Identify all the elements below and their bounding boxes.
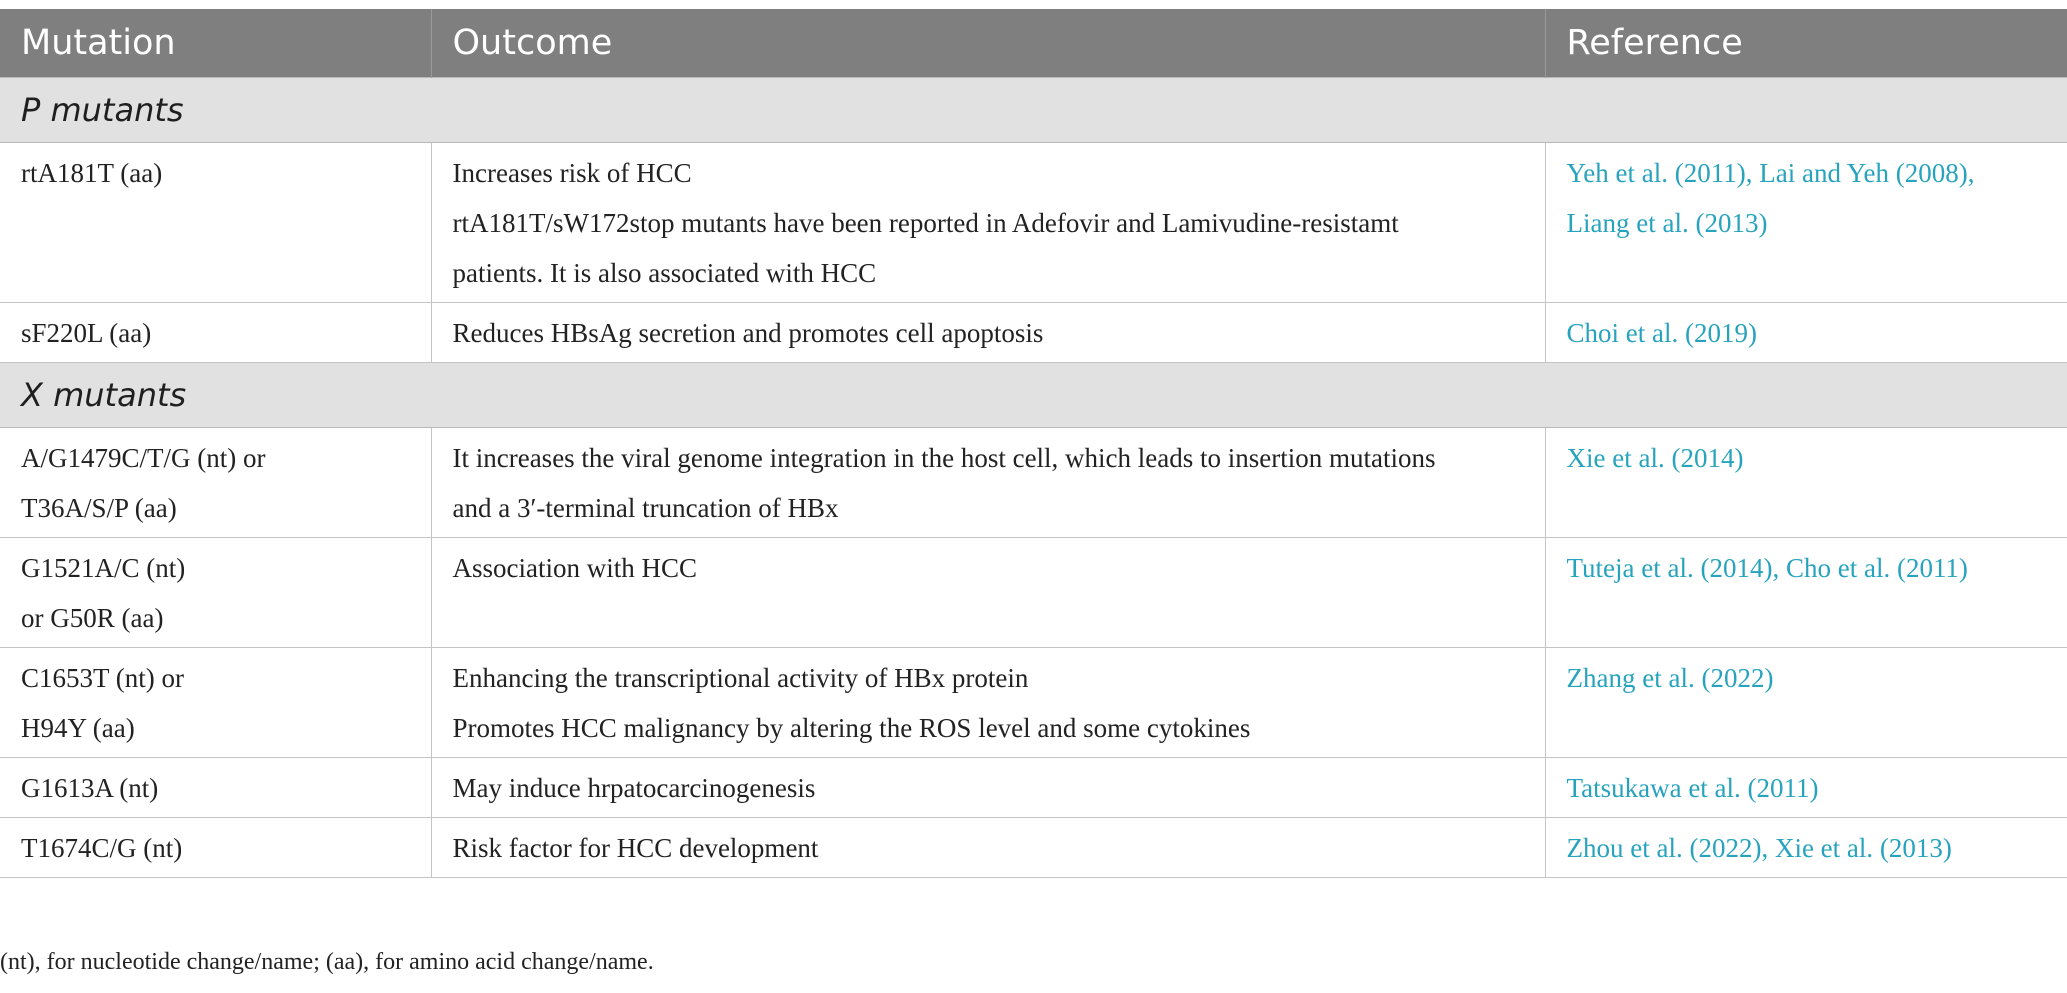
outcome-cell [431,537,1545,647]
table-footnote: (nt), for nucleotide change/name; (aa), for amino acid change/name. [0,949,654,975]
reference-cell[interactable] [1545,302,2067,362]
reference-link[interactable]: Yeh et al. (2011), Lai and Yeh (2008), [1566,157,1975,188]
mutation-table [0,9,2067,878]
cell-line: H94Y (aa) [21,712,135,743]
cell-line: Risk factor for HCC development [452,832,819,863]
reference-cell[interactable] [1545,537,2067,647]
mutation-cell [0,817,431,877]
reference-link[interactable]: Tatsukawa et al. (2011) [1566,772,1819,803]
cell-line: T36A/S/P (aa) [21,492,177,523]
table-row [0,427,2067,537]
reference-link[interactable]: Liang et al. (2013) [1566,207,1768,238]
reference-link[interactable]: Choi et al. (2019) [1566,317,1757,348]
cell-line: T1674C/G (nt) [21,832,183,863]
mutation-cell [0,757,431,817]
section-row [0,77,2067,142]
cell-line: May induce hrpatocarcinogenesis [452,772,816,803]
outcome-cell [431,817,1545,877]
outcome-cell [431,757,1545,817]
outcome-cell [431,302,1545,362]
table-row [0,302,2067,362]
cell-line: Promotes HCC malignancy by altering the ROS level and some cytokines [452,712,1251,743]
table-body [0,77,2067,877]
cell-line: C1653T (nt) or [21,662,184,693]
cell-line: Association with HCC [452,552,698,583]
cell-line: rtA181T/sW172stop mutants have been reported in Adefovir and Lamivudine-resistamt [452,207,1399,238]
header-mutation: Mutation [0,9,431,77]
table-row [0,817,2067,877]
cell-line: and a 3′-terminal truncation of HBx [452,492,839,523]
section-title: P mutants [0,77,2067,142]
reference-cell[interactable] [1545,142,2067,302]
mutation-cell [0,302,431,362]
reference-cell[interactable] [1545,817,2067,877]
mutation-cell [0,142,431,302]
table-row [0,757,2067,817]
mutation-cell [0,537,431,647]
cell-line: Increases risk of HCC [452,157,692,188]
cell-line: G1613A (nt) [21,772,159,803]
mutation-cell [0,647,431,757]
outcome-cell [431,427,1545,537]
reference-link[interactable]: Zhou et al. (2022), Xie et al. (2013) [1566,832,1952,863]
cell-line: sF220L (aa) [21,317,152,348]
section-title: X mutants [0,362,2067,427]
reference-cell[interactable] [1545,427,2067,537]
table-row [0,647,2067,757]
cell-line: or G50R (aa) [21,602,164,633]
table-row [0,142,2067,302]
cell-line: G1521A/C (nt) [21,552,186,583]
reference-cell[interactable] [1545,757,2067,817]
cell-line: Reduces HBsAg secretion and promotes cell apoptosis [452,317,1044,348]
outcome-cell [431,647,1545,757]
cell-line: It increases the viral genome integration in the host cell, which leads to insertion mutations [452,442,1436,473]
cell-line: A/G1479C/T/G (nt) or [21,442,266,473]
reference-link[interactable]: Tuteja et al. (2014), Cho et al. (2011) [1566,552,1968,583]
table-row [0,537,2067,647]
cell-line: Enhancing the transcriptional activity of HBx protein [452,662,1029,693]
cell-line: rtA181T (aa) [21,157,163,188]
mutation-cell [0,427,431,537]
outcome-cell [431,142,1545,302]
section-row [0,362,2067,427]
reference-link[interactable]: Xie et al. (2014) [1566,442,1744,473]
header-outcome: Outcome [431,9,1545,77]
cell-line: patients. It is also associated with HCC [452,257,877,288]
reference-cell[interactable] [1545,647,2067,757]
reference-link[interactable]: Zhang et al. (2022) [1566,662,1774,693]
header-row [0,9,2067,77]
header-reference: Reference [1545,9,2067,77]
